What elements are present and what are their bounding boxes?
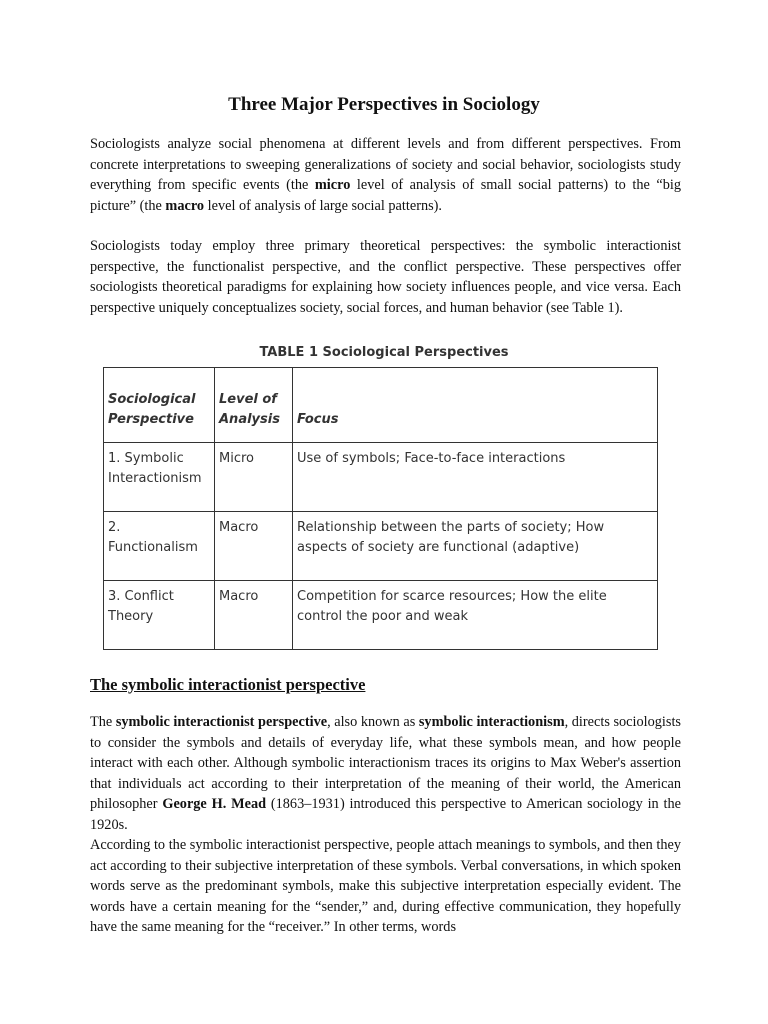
table-header-row: [104, 368, 658, 443]
text: (1863–1931) introduced this perspective to American sociology in the 1920s.: [90, 796, 681, 833]
perspectives-paragraph: Sociologists today employ three primary theoretical perspectives: the symbolic interactionist perspective, the functionalist perspective, and the conflict perspective. These perspectives offer sociologists theoretical paradigms for explaining how society influences people, and vice versa. Each perspective uniquely conceptualizes society, social forces, and human behavior (see Table 1).: [90, 238, 681, 316]
cell: Macro: [215, 581, 293, 650]
bold-term: George H. Mead: [162, 796, 267, 812]
table-row: [104, 512, 658, 581]
header-cell: Focus: [293, 368, 658, 443]
text: , also known as: [327, 714, 419, 730]
cell: Competition for scarce resources; How the elite control the poor and weak: [293, 581, 658, 650]
meanings-paragraph: According to the symbolic interactionist perspective, people attach meanings to symbols, and then they act according to their subjective interpretation of these symbols. Verbal conversations, in which spoken words serve as the predominant symbols, make this subjective interpretation especially evident. The words have a certain meaning for the “sender,” and, during effective communication, they hopefully have the same meaning for the “receiver.” In other terms, words: [90, 837, 681, 935]
header-cell: Level of Analysis: [215, 368, 293, 443]
header-cell: Sociological Perspective: [104, 368, 215, 443]
bold-term: macro: [165, 197, 205, 214]
symbolic-paragraph: [90, 712, 681, 835]
text: Sociologists analyze social phenomena at different levels and from different perspectives. From concrete interpretations to sweeping generalizations of society and social behavior, sociologists study everything from specific events (the: [90, 136, 681, 193]
cell: 1. Symbolic Interactionism: [104, 443, 215, 512]
table-caption: TABLE 1 Sociological Perspectives: [259, 345, 509, 360]
bold-term: micro: [314, 177, 351, 193]
text: The: [90, 714, 116, 730]
section-heading: The symbolic interactionist perspective: [90, 675, 366, 694]
cell: Use of symbols; Face-to-face interactions: [293, 443, 658, 512]
bold-term: symbolic interactionism: [418, 714, 565, 730]
page-title: Three Major Perspectives in Sociology: [228, 94, 540, 115]
cell: Relationship between the parts of society; How aspects of society are functional (adaptive): [293, 512, 658, 581]
perspectives-table: [103, 367, 658, 650]
intro-paragraph: [90, 134, 681, 216]
cell: 3. Conflict Theory: [104, 581, 215, 650]
cell: 2. Functionalism: [104, 512, 215, 581]
bold-term: symbolic interactionist perspective: [115, 714, 328, 730]
cell: Micro: [215, 443, 293, 512]
cell: Macro: [215, 512, 293, 581]
text: level of analysis of large social patterns).: [204, 197, 442, 214]
table-row: [104, 443, 658, 512]
text: level of analysis of small social patterns) to the “big picture” (the: [90, 177, 681, 214]
table-row: [104, 581, 658, 650]
text: , directs sociologists to consider the symbols and details of everyday life, what these symbols mean, and how people interact with each other. Although symbolic interactionism traces its origins to Max Weber's assertion that individuals act according to their interpretation of the meaning of their world, the American philosopher: [90, 714, 681, 812]
